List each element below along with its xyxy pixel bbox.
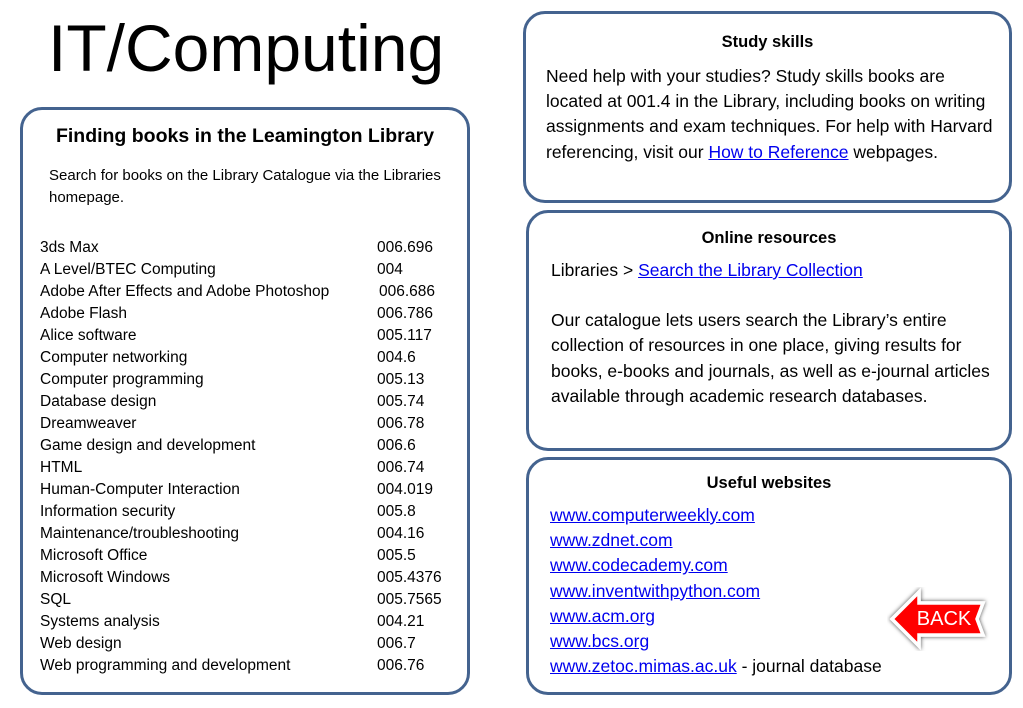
subject-name: Alice software (40, 327, 137, 344)
classmark: 005.4376 (377, 569, 442, 586)
list-item (550, 503, 1009, 528)
website-link[interactable]: www.acm.org (550, 605, 656, 626)
website-link[interactable]: www.zdnet.com (550, 530, 673, 551)
useful-websites-panel (526, 457, 1012, 695)
list-item (550, 654, 1009, 679)
list-item (40, 633, 467, 655)
classmark: 004.6 (377, 349, 416, 366)
subject-name: SQL (40, 591, 72, 608)
list-item (40, 259, 467, 281)
classmark: 005.13 (377, 371, 425, 388)
list-item (40, 237, 467, 259)
list-item (40, 545, 467, 567)
classmark: 005.5 (377, 547, 416, 564)
paragraph-gap (551, 283, 993, 308)
list-item (40, 369, 467, 391)
list-item (40, 303, 467, 325)
study-skills-text (546, 64, 993, 165)
list-item (40, 567, 467, 589)
subject-classmark-list (40, 237, 467, 677)
subject-name: Microsoft Office (40, 547, 148, 564)
subject-name: Information security (40, 503, 176, 520)
classmark: 006.6 (377, 437, 416, 454)
website-link[interactable]: www.bcs.org (550, 631, 650, 652)
classmark: 005.74 (377, 393, 425, 410)
page-title: IT/Computing (48, 11, 445, 85)
subject-name: Web programming and development (40, 657, 291, 674)
online-resources-heading: Online resources (701, 229, 837, 247)
list-item (40, 347, 467, 369)
list-item (40, 523, 467, 545)
subject-name: Microsoft Windows (40, 569, 171, 586)
classmark: 004.16 (377, 525, 425, 542)
study-skills-heading: Study skills (721, 33, 814, 51)
list-item (550, 528, 1009, 553)
online-resources-panel (526, 210, 1012, 451)
classmark: 004.21 (377, 613, 425, 630)
classmark: 005.8 (377, 503, 416, 520)
subject-name: 3ds Max (40, 239, 99, 256)
breadcrumb-prefix: Libraries > (551, 260, 639, 280)
list-item (40, 325, 467, 347)
list-item (40, 655, 467, 677)
subject-name: Computer programming (40, 371, 204, 388)
website-link[interactable]: www.computerweekly.com (550, 505, 755, 525)
subject-name: Human-Computer Interaction (40, 481, 240, 498)
classmark: 006.74 (377, 459, 425, 476)
list-item (40, 611, 467, 633)
list-item (40, 479, 467, 501)
classmark: 004.019 (377, 481, 434, 498)
subject-name: Web design (40, 635, 122, 652)
list-item (40, 457, 467, 479)
website-note: - journal database (736, 656, 882, 677)
how-to-reference-link[interactable]: How to Reference (708, 141, 849, 162)
classmark: 006.7 (377, 635, 416, 652)
back-button[interactable] (887, 587, 991, 651)
list-item (40, 501, 467, 523)
subject-name: Adobe Flash (40, 305, 128, 322)
list-item (40, 281, 467, 303)
subject-name: Database design (40, 393, 157, 410)
classmark: 005.117 (377, 327, 432, 344)
study-skills-text-after: webpages. (848, 141, 939, 162)
list-item (40, 413, 467, 435)
classmark: 006.686 (379, 283, 436, 300)
catalogue-description: Our catalogue lets users search the Library’s entire collection of resources in one place, giving results for books, e-books and journals, as well as e-journal articles available through academic research databases. (551, 310, 990, 406)
classmark: 006.76 (377, 657, 425, 674)
study-skills-panel (523, 11, 1012, 203)
classmark: 006.786 (377, 305, 434, 322)
finding-books-intro: Search for books on the Library Catalogue via the Libraries homepage. (49, 167, 441, 206)
list-item (40, 435, 467, 457)
online-resources-body (551, 258, 993, 409)
useful-websites-heading: Useful websites (706, 474, 832, 492)
subject-name: Dreamweaver (40, 415, 137, 432)
classmark: 004 (377, 261, 403, 278)
website-link[interactable]: www.inventwithpython.com (550, 580, 761, 601)
subject-name: A Level/BTEC Computing (40, 261, 216, 278)
subject-name: Game design and development (40, 437, 256, 454)
website-link[interactable]: www.zetoc.mimas.ac.uk (550, 656, 737, 677)
website-link[interactable]: www.codecademy.com (550, 555, 728, 576)
study-skills-text-before: Need help with your studies? Study skills books are located at 001.4 in the Library, including books on writing assignments and exam techniques. For help with Harvard referencing, visit our (546, 66, 993, 162)
finding-books-panel (20, 107, 470, 695)
classmark: 005.7565 (377, 591, 442, 608)
search-library-collection-link[interactable]: Search the Library Collection (638, 260, 863, 280)
subject-name: Adobe After Effects and Adobe Photoshop (40, 283, 330, 300)
list-item (40, 391, 467, 413)
classmark: 006.78 (377, 415, 425, 432)
back-button-label: BACK (916, 608, 972, 630)
subject-name: HTML (40, 459, 83, 476)
list-item (550, 553, 1009, 578)
subject-name: Systems analysis (40, 613, 160, 630)
subject-name: Maintenance/troubleshooting (40, 525, 240, 542)
classmark: 006.696 (377, 239, 434, 256)
finding-books-heading: Finding books in the Leamington Library (55, 125, 435, 147)
catalogue-breadcrumb (551, 258, 993, 283)
list-item (40, 589, 467, 611)
subject-name: Computer networking (40, 349, 188, 366)
